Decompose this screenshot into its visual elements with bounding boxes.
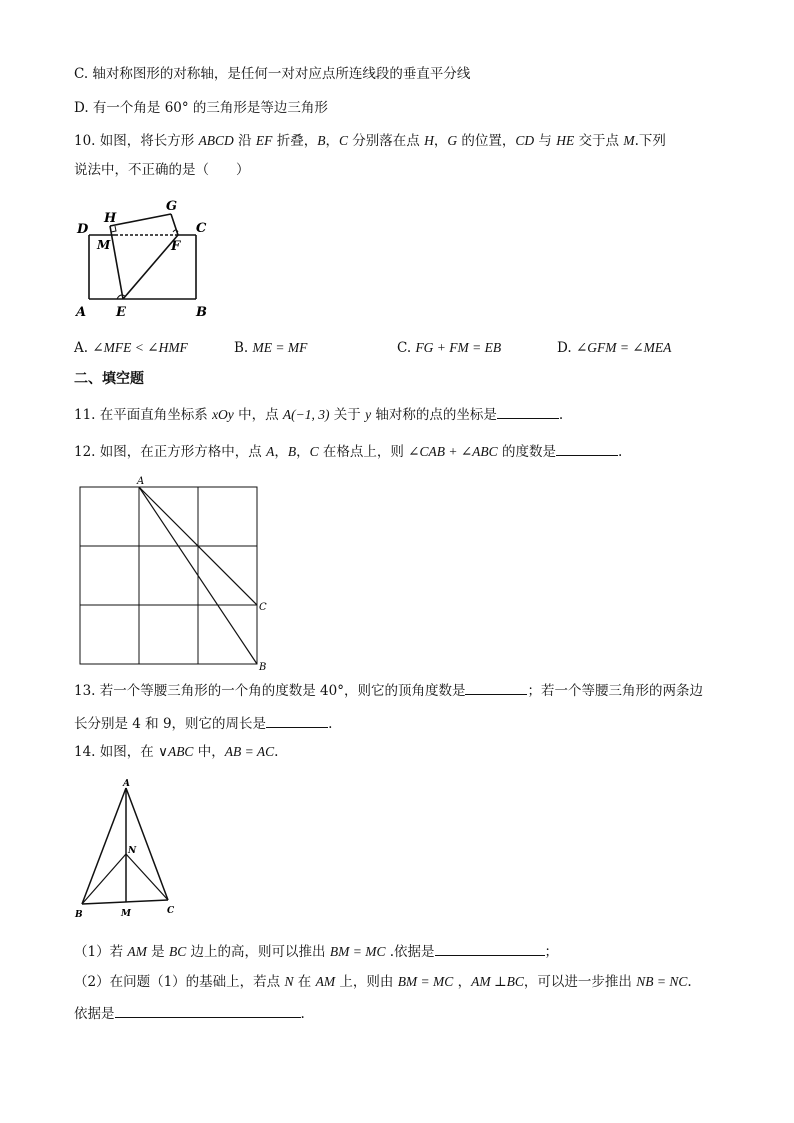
q14-segment-nc [126,854,168,900]
q14-part1-reason-blank[interactable] [435,941,545,956]
q10-option-b: B. ME = MF [234,340,308,356]
q9-option-d: D. 有一个角是 60° 的三角形是等边三角形 [74,100,328,116]
q10-label-d: D [77,222,89,237]
q13-line2: 长分别是 4 和 9，则它的周长是 . [74,713,332,734]
q13-perimeter-blank[interactable] [266,713,328,728]
q10-option-a: A. ∠MFE < ∠HMF [74,340,188,356]
q14-side-ac [126,788,168,900]
q10-label-e: E [116,305,126,320]
q14-label-a: A [123,779,130,789]
q14-part2: （2）在问题（1）的基础上，若点 N 在 AM 上，则由 BM = MC ，AM ⊥BC，可以进一步推出 NB = NC. [74,974,692,990]
q10-option-d: D. ∠GFM = ∠MEA [557,340,672,356]
q14-label-c: C [167,906,175,916]
q10-label-a: A [76,305,87,320]
q10-label-g: G [166,199,178,214]
q12-label-c: C [259,602,267,613]
q10-edge-hg [110,214,171,226]
q12-grid-border [80,487,257,664]
q13-apex-angle-blank[interactable] [465,680,527,695]
q10-edge-gf [171,214,178,235]
q10-label-b: B [196,305,207,320]
q10-option-c: C. FG + FM = EB [397,340,502,356]
q14-segment-nb [82,854,126,904]
q12-stem: 12. 如图，在正方形方格中，点 A，B，C 在格点上，则 ∠CAB + ∠ABC 的度数是 . [74,441,622,462]
q14-part1: （1）若 AM 是 BC 边上的高，则可以推出 BM = MC .依据是 ； [74,941,558,962]
q12-label-b: B [259,662,267,672]
q10-label-h: H [104,211,117,226]
q10-edge-eh [110,226,123,299]
q14-part2-reason: 依据是 . [74,1003,305,1024]
q14-label-n: N [128,846,137,856]
section-fill-in-heading: 二、填空题 [74,371,144,387]
q14-triangle-figure [72,776,192,924]
q14-side-ab [82,788,126,904]
q10-label-f: F [171,239,181,254]
q10-label-c: C [196,221,207,236]
q14-label-b: B [75,910,83,920]
q10-label-m: M [97,238,111,252]
q10-stem-line1: 10. 如图，将长方形 ABCD 沿 EF 折叠，B，C 分别落在点 H，G 的位置，CD 与 HE 交于点 M.下列 [74,133,666,149]
q14-stem: 14. 如图，在 ∨ABC 中，AB = AC. [74,744,279,760]
q12-answer-blank[interactable] [556,441,618,456]
q11-answer-blank[interactable] [497,404,559,419]
q14-side-bc [82,900,168,904]
q10-edge-fe [123,235,178,299]
q10-stem-line2: 说法中，不正确的是（ ） [74,162,250,178]
q13-line1: 13. 若一个等腰三角形的一个角的度数是 40°，则它的顶角度数是 ；若一个等腰三角形的两条边 [74,680,703,701]
q14-label-m: M [121,909,131,919]
q14-part2-reason-blank[interactable] [115,1003,301,1018]
q12-label-a: A [137,476,145,487]
q10-angle-mark-h [111,226,116,232]
q11-stem: 11. 在平面直角坐标系 xOy 中，点 A(−1, 3) 关于 y 轴对称的点的坐标是 . [74,404,563,425]
q10-figure [70,192,220,322]
q12-grid-figure [74,472,274,672]
q9-option-c: C. 轴对称图形的对称轴，是任何一对对应点所连线段的垂直平分线 [74,66,471,82]
